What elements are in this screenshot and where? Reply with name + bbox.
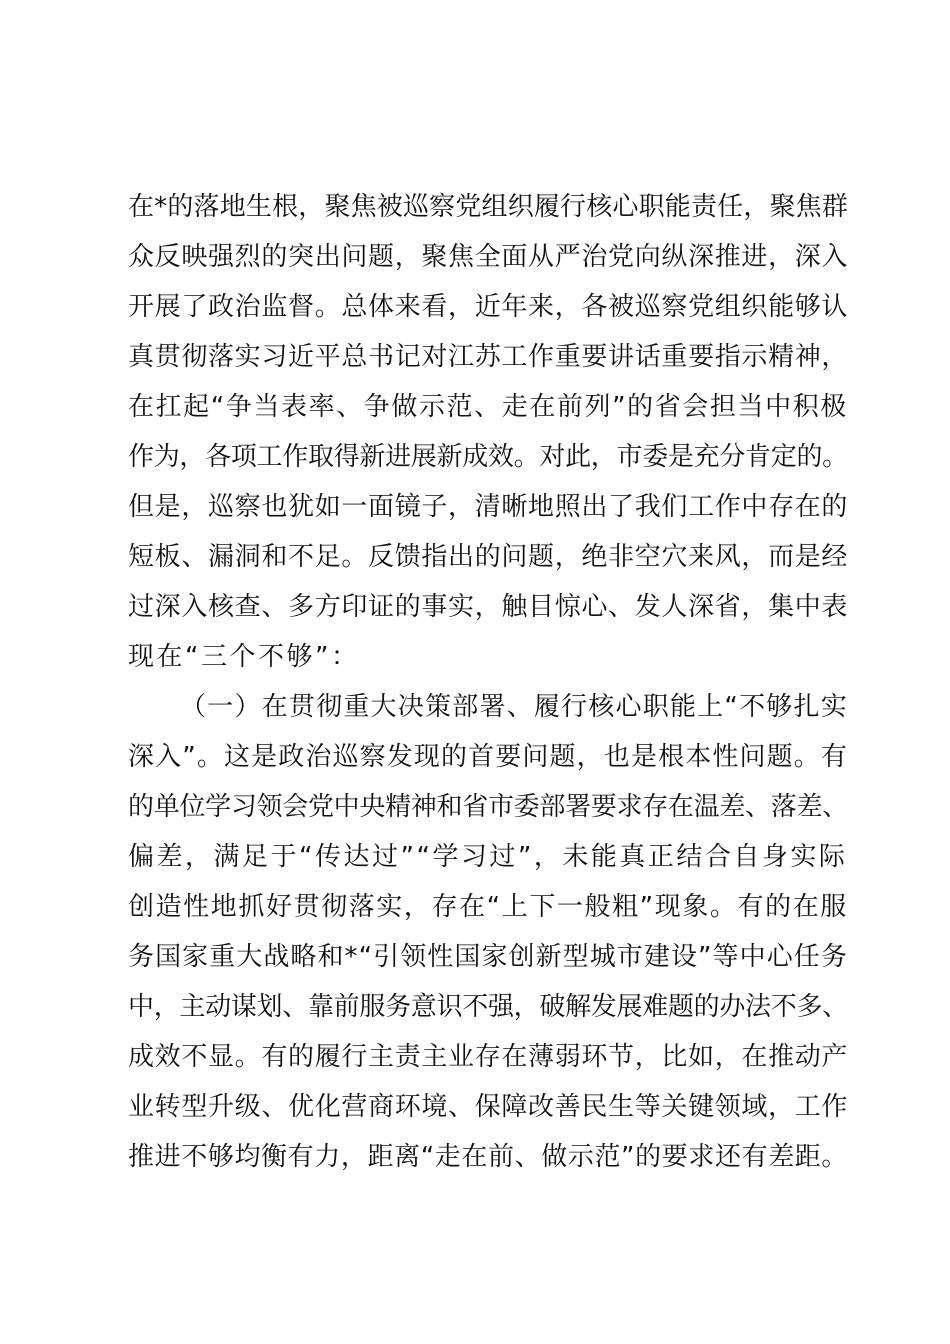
- text-line: 深入”。这是政治巡察发现的首要问题，也是根本性问题。有: [128, 742, 848, 772]
- text-line: 但是，巡察也犹如一面镜子，清晰地照出了我们工作中存在的: [128, 492, 849, 522]
- text-line: 真贯彻落实习近平总书记对江苏工作重要讲话重要指示精神，: [128, 342, 849, 372]
- section-heading-line: （一）在贯彻重大决策部署、履行核心职能上“不够扎实: [180, 692, 848, 722]
- text-line: 业转型升级、优化营商环境、保障改善民生等关键领域，工作: [128, 1092, 849, 1122]
- text-line: 在*的落地生根，聚焦被巡察党组织履行核心职能责任，聚焦群: [128, 192, 849, 222]
- text-line: 众反映强烈的突出问题，聚焦全面从严治党向纵深推进，深入: [128, 242, 849, 272]
- text-line: 现在“三个不够”：: [128, 642, 360, 672]
- text-line: 开展了政治监督。总体来看，近年来，各被巡察党组织能够认: [128, 292, 849, 322]
- text-line: 中，主动谋划、靠前服务意识不强，破解发展难题的办法不多、: [128, 992, 848, 1022]
- text-line: 的单位学习领会党中央精神和省市委部署要求存在温差、落差、: [128, 792, 848, 822]
- text-line: 成效不显。有的履行主责主业存在薄弱环节，比如，在推动产: [128, 1042, 849, 1072]
- text-line: 推进不够均衡有力，距离“走在前、做示范”的要求还有差距。: [128, 1142, 849, 1172]
- text-line: 过深入核查、多方印证的事实，触目惊心、发人深省，集中表: [128, 592, 849, 622]
- text-line: 偏差，满足于“传达过”“学习过”，未能真正结合自身实际: [128, 842, 848, 872]
- text-line: 创造性地抓好贯彻落实，存在“上下一般粗”现象。有的在服: [128, 892, 848, 922]
- text-line: 在扛起“争当表率、争做示范、走在前列”的省会担当中积极: [128, 392, 848, 422]
- text-line: 短板、漏洞和不足。反馈指出的问题，绝非空穴来风，而是经: [128, 542, 849, 572]
- body-text: [128, 182, 848, 1182]
- text-line: 务国家重大战略和*“引领性国家创新型城市建设”等中心任务: [128, 942, 848, 972]
- text-line: 作为，各项工作取得新进展新成效。对此，市委是充分肯定的。: [128, 442, 848, 472]
